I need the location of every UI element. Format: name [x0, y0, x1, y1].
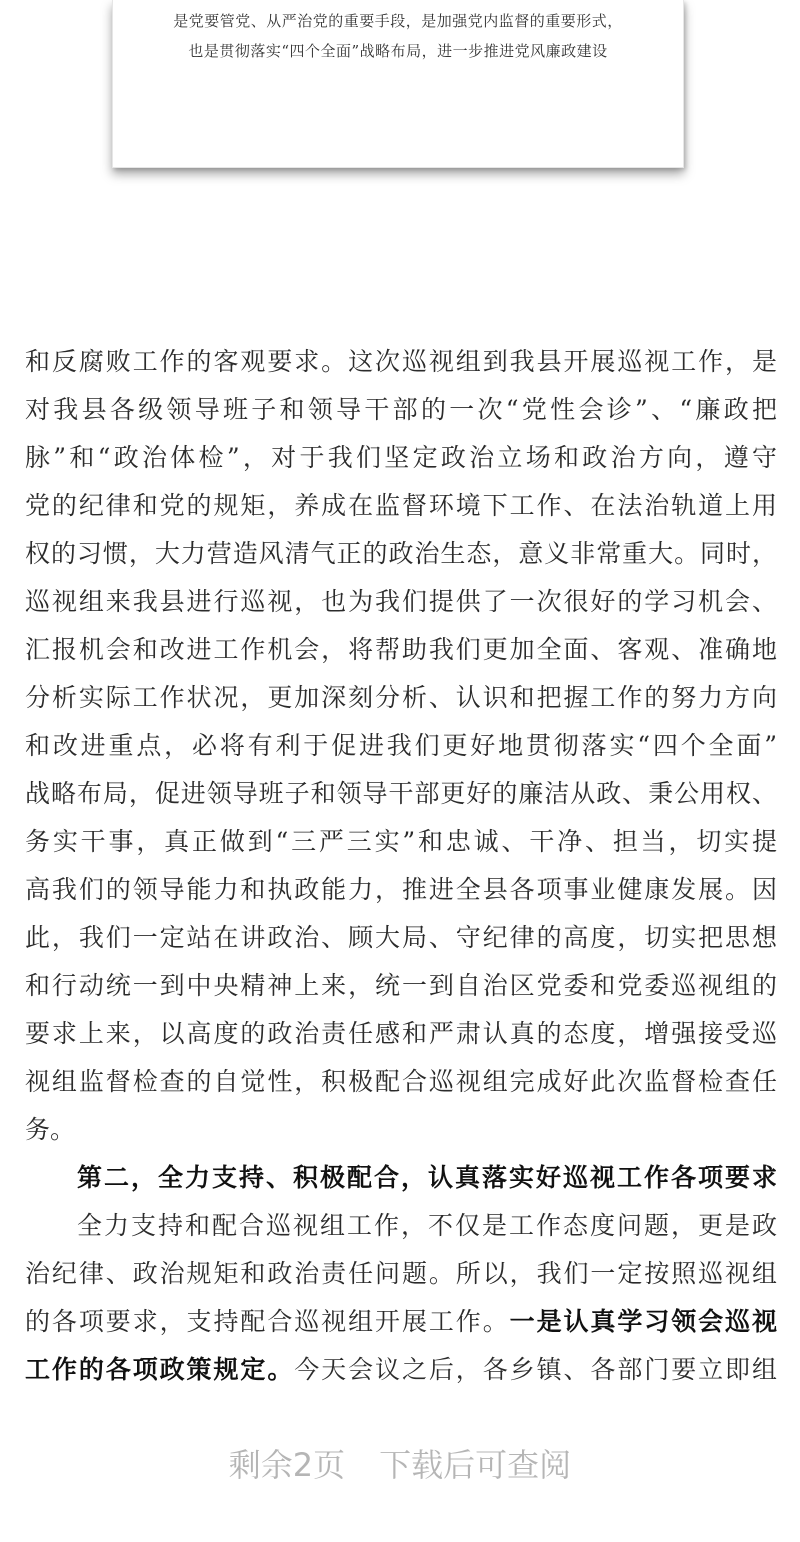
paragraph-line	[25, 1302, 777, 1350]
quote-line-2: 也是贯彻落实“四个全面”战略布局，进一步推进党风廉政建设	[188, 42, 608, 60]
paragraph-line: 对我县各级领导班子和领导干部的一次“党性会诊”、“廉政把	[25, 395, 777, 424]
paragraph-line: 汇报机会和改进工作机会，将帮助我们更加全面、客观、准确地	[25, 635, 777, 664]
paragraph-line: 和改进重点，必将有利于促进我们更好地贯彻落实“四个全面”	[25, 731, 777, 760]
paragraph-line: 治纪律、政治规矩和政治责任问题。所以，我们一定按照巡视组	[25, 1259, 777, 1288]
paragraph-line: 党的纪律和党的规矩，养成在监督环境下工作、在法治轨道上用	[25, 491, 777, 520]
remaining-pages-text: 剩余2页	[228, 1446, 346, 1484]
paragraph-line: 全力支持和配合巡视组工作，不仅是工作态度问题，更是政	[77, 1211, 777, 1240]
paragraph-line: 巡视组来我县进行巡视，也为我们提供了一次很好的学习机会、	[25, 587, 777, 616]
paragraph-text: 今天会议之后，各乡镇、各部门要立即组	[294, 1355, 777, 1384]
paragraph-line: 要求上来，以高度的政治责任感和严肃认真的态度，增强接受巡	[25, 1019, 777, 1048]
paragraph-line: 此，我们一定站在讲政治、顾大局、守纪律的高度，切实把思想	[25, 923, 777, 952]
bold-point-text: 工作的各项政策规定。	[25, 1355, 295, 1384]
paragraph-line: 分析实际工作状况，更加深刻分析、认识和把握工作的努力方向	[25, 683, 777, 712]
document-body	[25, 342, 777, 1398]
paragraph-line: 和行动统一到中央精神上来，统一到自治区党委和党委巡视组的	[25, 971, 777, 1000]
paragraph-line: 战略布局，促进领导班子和领导干部更好的廉洁从政、秉公用权、	[25, 779, 777, 808]
download-notice[interactable]	[0, 1440, 800, 1486]
paragraph-line: 脉”和“政治体检”，对于我们坚定政治立场和政治方向，遵守	[25, 443, 777, 472]
paragraph-line: 高我们的领导能力和执政能力，推进全县各项事业健康发展。因	[25, 875, 777, 904]
section-heading: 第二，全力支持、积极配合，认真落实好巡视工作各项要求	[77, 1163, 777, 1192]
quote-card	[112, 0, 684, 168]
download-prompt-text: 下载后可查阅	[379, 1446, 572, 1484]
paragraph-line: 务。	[25, 1115, 76, 1144]
quote-line-1: 是党要管党、从严治党的重要手段，是加强党内监督的重要形式，	[173, 12, 623, 30]
paragraph-line	[25, 1350, 777, 1398]
bold-point-text: 一是认真学习领会巡视	[509, 1307, 777, 1336]
paragraph-line: 权的习惯，大力营造风清气正的政治生态，意义非常重大。同时，	[25, 539, 777, 568]
paragraph-text: 的各项要求，支持配合巡视组开展工作。	[25, 1307, 510, 1336]
paragraph-line: 务实干事，真正做到“三严三实”和忠诚、干净、担当，切实提	[25, 827, 777, 856]
paragraph-line: 视组监督检查的自觉性，积极配合巡视组完成好此次监督检查任	[25, 1067, 777, 1096]
paragraph-line: 和反腐败工作的客观要求。这次巡视组到我县开展巡视工作，是	[25, 347, 777, 376]
